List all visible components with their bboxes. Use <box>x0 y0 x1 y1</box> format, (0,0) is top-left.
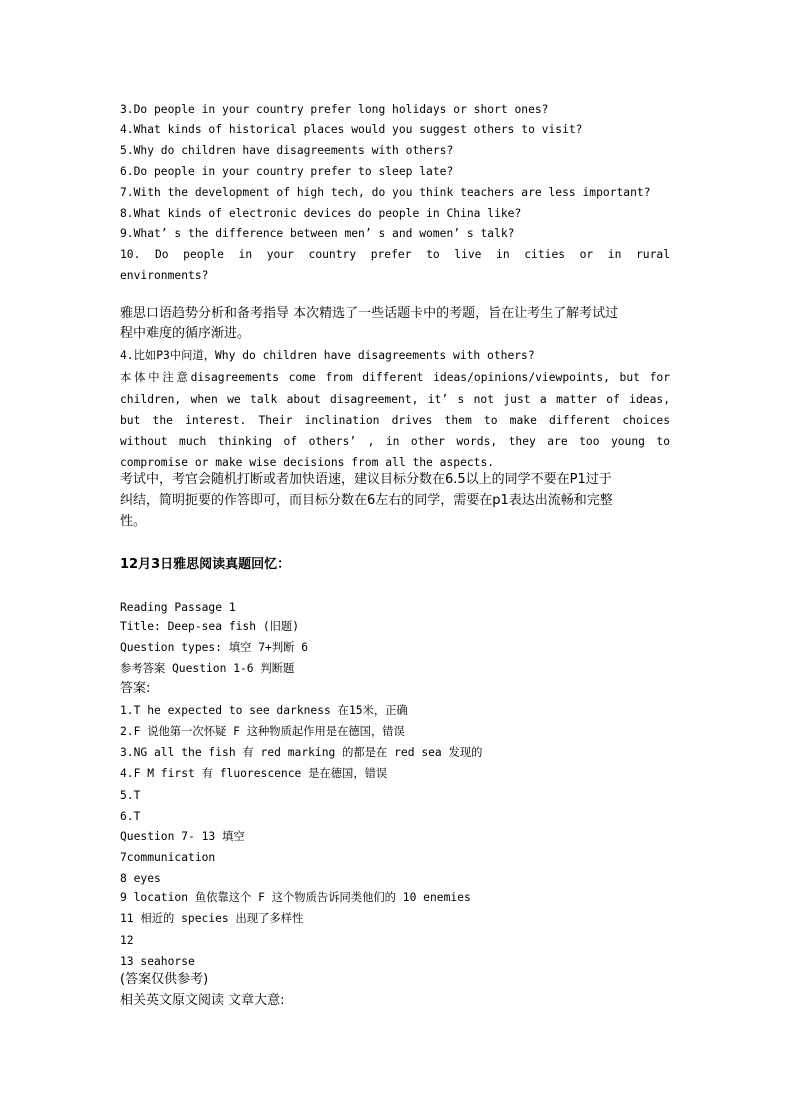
question-6: 6.Do people in your country prefer to sleep late? <box>120 165 454 178</box>
answers-label: 答案: <box>120 681 151 696</box>
analysis-line-6: but the interest. Their inclination drives them to make different choices <box>120 414 670 427</box>
answer-6: 6.T <box>120 810 141 823</box>
question-10-cont: environments? <box>120 269 209 282</box>
answer-13: 13 seahorse <box>120 955 195 968</box>
analysis-line-11: 性。 <box>120 514 147 529</box>
analysis-line-2: 程中难度的循序渐进。 <box>120 326 251 341</box>
question-7: 7.With the development of high tech, do you think teachers are less important? <box>120 186 651 199</box>
answer-2: 2.F 说他第一次怀疑 F 这种物质起作用是在德国，错误 <box>120 725 405 738</box>
reference-answers: 参考答案 Question 1-6 判断题 <box>120 662 295 675</box>
analysis-line-9: 考试中，考官会随机打断或者加快语速，建议目标分数在6.5以上的同学不要在P1过于 <box>120 472 612 487</box>
analysis-line-1: 雅思口语趋势分析和备考指导 本次精选了一些话题卡中的考题，旨在让考生了解考试过 <box>120 306 619 321</box>
analysis-line-4: 本体中注意disagreements come from different ideas/opinions/viewpoints, but for <box>120 371 670 384</box>
answer-1: 1.T he expected to see darkness 在15米，正确 <box>120 704 408 717</box>
question-5: 5.Why do children have disagreements with others? <box>120 144 454 157</box>
answer-3: 3.NG all the fish 有 red marking 的都是在 red sea 发现的 <box>120 746 483 759</box>
question-7-13: Question 7- 13 填空 <box>120 830 245 843</box>
answer-note: (答案仅供参考) <box>120 972 209 987</box>
analysis-line-10: 纠结，简明扼要的作答即可，而目标分数在6左右的同学，需要在p1表达出流畅和完整 <box>120 493 613 508</box>
analysis-line-7: without much thinking of others’ , in other words, they are too young to <box>120 435 670 448</box>
answer-5: 5.T <box>120 789 141 802</box>
answer-7: 7communication <box>120 851 216 864</box>
question-types: Question types: 填空 7+判断 6 <box>120 641 309 654</box>
reading-passage: Reading Passage 1 <box>120 601 236 614</box>
reading-title: Title: Deep-sea fish (旧题) <box>120 620 300 633</box>
related-reading: 相关英文原文阅读 文章大意: <box>120 993 285 1008</box>
answer-8: 8 eyes <box>120 872 161 885</box>
question-9: 9.What’ s the difference between men’ s and women’ s talk? <box>120 227 515 240</box>
question-10: 10. Do people in your country prefer to live in cities or in rural <box>120 248 670 261</box>
reading-heading: 12月3日雅思阅读真题回忆： <box>120 557 291 572</box>
question-4: 4.What kinds of historical places would you suggest others to visit? <box>120 123 583 136</box>
question-3: 3.Do people in your country prefer long holidays or short ones? <box>120 103 549 116</box>
answer-4: 4.F M first 有 fluorescence 是在德国，错误 <box>120 767 388 780</box>
analysis-line-5: children, when we talk about disagreement, it’ s not just a matter of ideas, <box>120 393 670 406</box>
answer-12: 12 <box>120 934 134 947</box>
answer-9-10: 9 location 鱼依靠这个 F 这个物质告诉同类他们的 10 enemies <box>120 891 471 904</box>
question-8: 8.What kinds of electronic devices do people in China like? <box>120 207 522 220</box>
analysis-line-8: compromise or make wise decisions from all the aspects. <box>120 456 495 469</box>
analysis-line-3: 4.比如P3中问道，Why do children have disagreements with others? <box>120 349 535 362</box>
answer-11: 11 相近的 species 出现了多样性 <box>120 912 304 925</box>
